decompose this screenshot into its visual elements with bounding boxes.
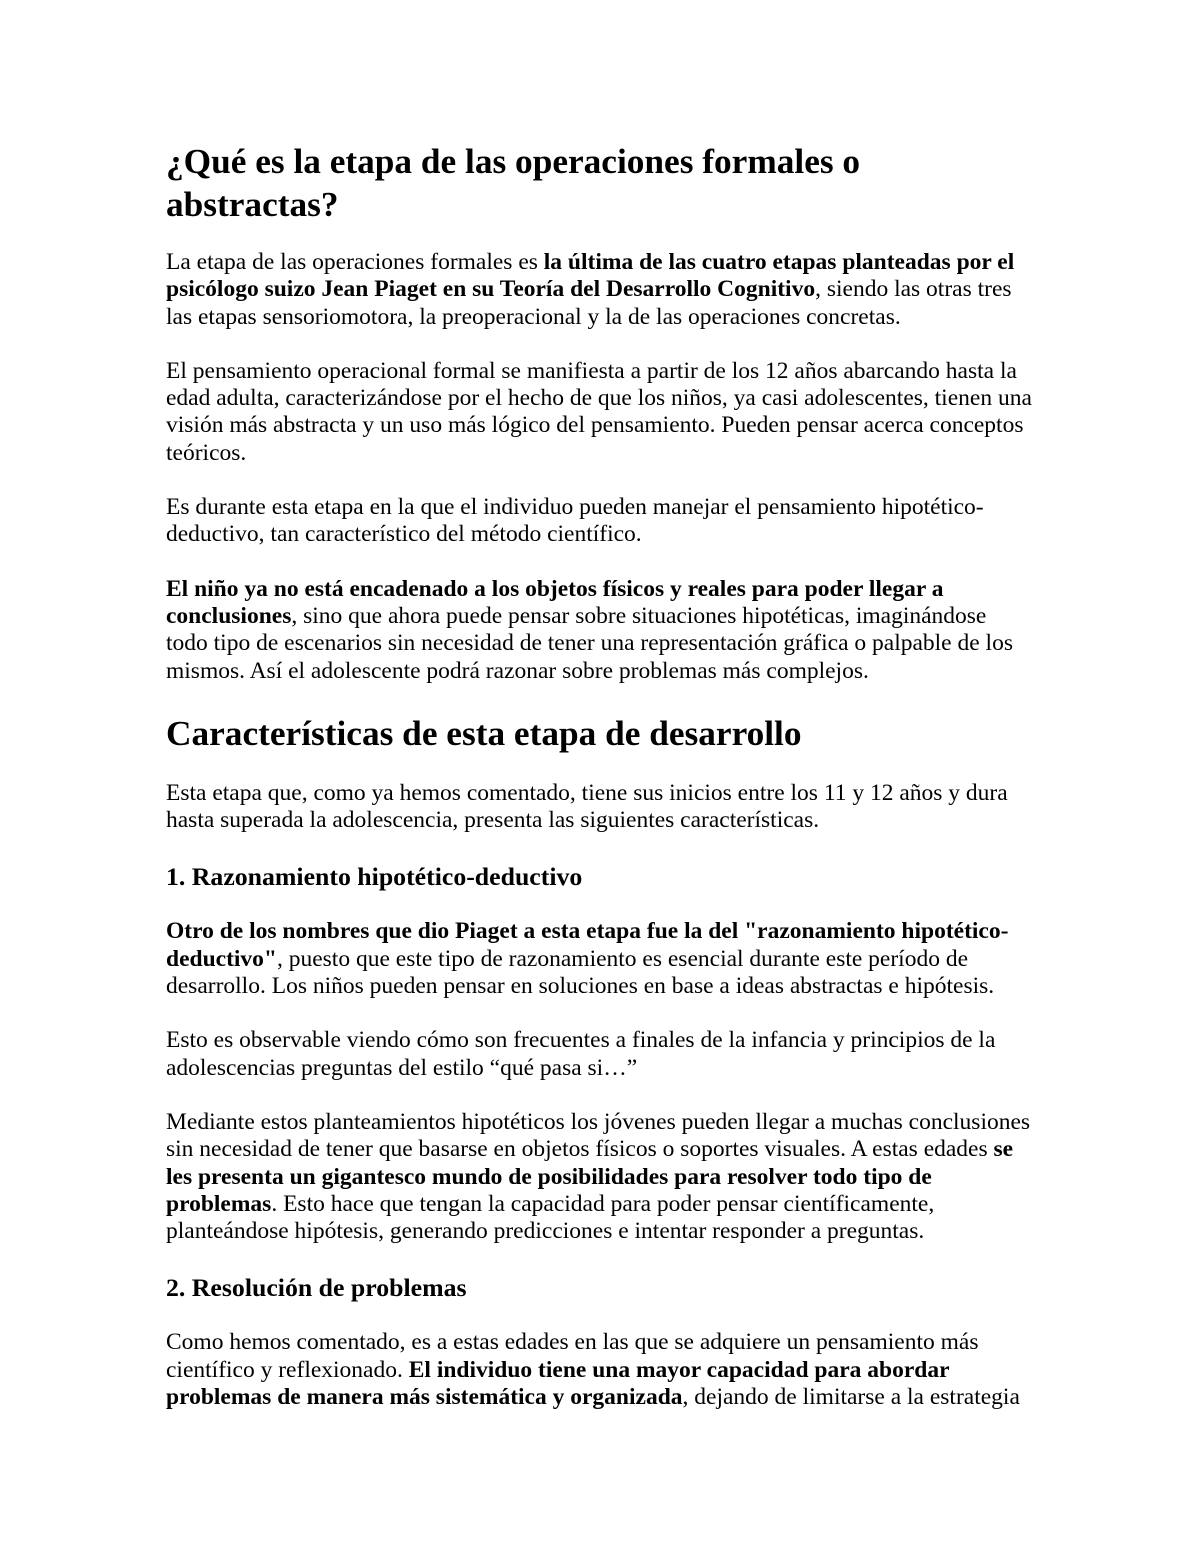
text-run: Como hemos comentado, es a estas edades en las que se adquiere un pensamiento más científico y reflexionado. — [166, 1329, 979, 1383]
text-run: . Esto hace que tengan la capacidad para poder pensar científicamente, planteándose hipótesis, generando predicciones e intentar responder a preguntas. — [166, 1190, 935, 1245]
paragraph-intro-4 — [166, 576, 1034, 685]
bold-text-run: El individuo tiene una mayor capacidad para abordar problemas de manera más sistemática y organizada — [166, 1356, 950, 1411]
text-run: Esto es observable viendo cómo son frecuentes a finales de la infancia y principios de la adolescencias preguntas del estilo “qué pasa si…” — [166, 1027, 996, 1081]
text-run: , dejando de limitarse a la estrategia — [682, 1384, 1020, 1411]
paragraph-intro-2 — [166, 358, 1034, 467]
text-run: Mediante estos planteamientos hipotéticos los jóvenes pueden llegar a muchas conclusiones sin necesidad de tener que basarse en objetos físicos o soportes visuales. A estas edades — [166, 1108, 1031, 1163]
section-heading-characteristics: Características de esta etapa de desarrollo — [166, 713, 802, 753]
text-run: Es durante esta etapa en la que el individuo pueden manejar el pensamiento hipotético-deductivo, tan característico del método científico. — [166, 494, 984, 548]
text-run: , sino que ahora puede pensar sobre situaciones hipotéticas, imaginándose todo tipo de escenarios sin necesidad de tener una representación gráfica o palpable de los mismos. Así el adolescente podrá razonar sobre problemas más complejos. — [166, 602, 1013, 684]
text-run: La etapa de las operaciones formales es — [166, 249, 544, 275]
text-run: , siendo las otras tres las etapas sensoriomotora, la preoperacional y la de las operaciones concretas. — [166, 276, 1012, 330]
subsection-heading-reasoning: 1. Razonamiento hipotético-deductivo — [166, 862, 583, 892]
page-title: ¿Qué es la etapa de las operaciones formales o abstractas? — [166, 142, 861, 224]
paragraph-intro-1 — [166, 249, 1034, 331]
paragraph-intro-3 — [166, 494, 1034, 549]
text-run: El pensamiento operacional formal se manifiesta a partir de los 12 años abarcando hasta la edad adulta, caracterizándose por el hecho de que los niños, ya casi adolescentes, tienen una visión más abstracta y un uso más lógico del pensamiento. Pueden pensar acerca conceptos teóricos. — [166, 357, 1032, 466]
paragraph-reasoning-3 — [166, 1109, 1034, 1245]
document-body — [166, 140, 1034, 1438]
bold-text-run: Otro de los nombres que dio Piaget a esta etapa fue la del "razonamiento hipotético-deductivo" — [166, 918, 1009, 972]
bold-text-run: se les presenta un gigantesco mundo de posibilidades para resolver todo tipo de problemas — [166, 1136, 1014, 1217]
text-run: , puesto que este tipo de razonamiento es esencial durante este período de desarrollo. Los niños pueden pensar en soluciones en base a ideas abstractas e hipótesis. — [166, 945, 995, 1000]
paragraph-characteristics-intro — [166, 780, 1034, 835]
paragraph-reasoning-1 — [166, 918, 1034, 1000]
paragraph-reasoning-2 — [166, 1027, 1034, 1082]
subsection-heading-problem-solving: 2. Resolución de problemas — [166, 1273, 467, 1303]
paragraph-problem-solving-1 — [166, 1329, 1034, 1411]
bold-text-run: El niño ya no está encadenado a los objetos físicos y reales para poder llegar a conclusiones — [166, 575, 944, 629]
bold-text-run: la última de las cuatro etapas planteadas por el psicólogo suizo Jean Piaget en su Teoría del Desarrollo Cognitivo — [166, 249, 1015, 303]
text-run: Esta etapa que, como ya hemos comentado, tiene sus inicios entre los 11 y 12 años y dura hasta superada la adolescencia, presenta las siguientes características. — [166, 779, 1008, 834]
